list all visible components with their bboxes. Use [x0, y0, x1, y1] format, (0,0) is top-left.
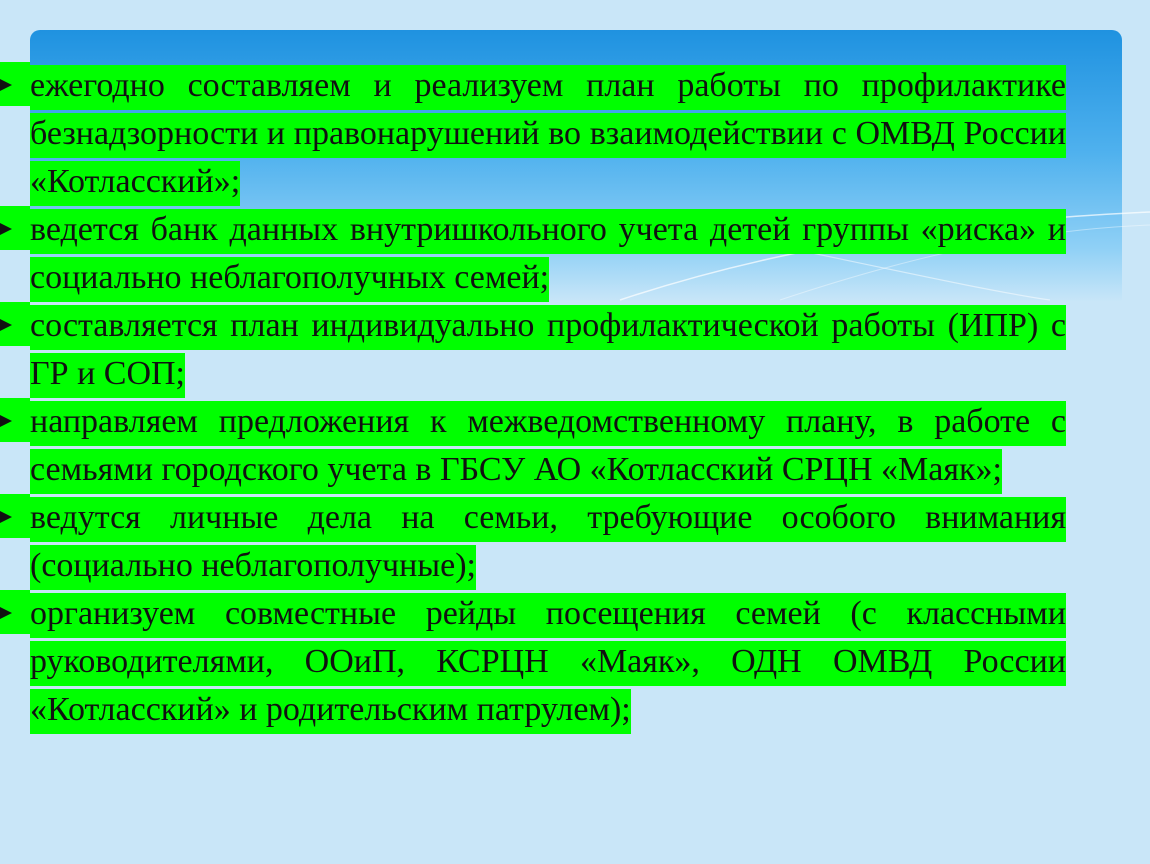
list-item-text: организуем совместные рейды посещения семей (с классными руководителями, ООиП, КСРЦН «Маяк», ОДН ОМВД России «Котласский» и родительским патрулем);: [30, 593, 1066, 734]
arrow-bullet-icon: [0, 494, 30, 542]
arrow-bullet-icon: [0, 206, 30, 254]
list-item: [0, 302, 1066, 398]
arrow-bullet-icon: [0, 398, 30, 446]
bullet-list: [0, 62, 1066, 734]
list-item: [0, 206, 1066, 302]
list-item-text: ведется банк данных внутришкольного учета детей группы «риска» и социально неблагополучных семей;: [30, 209, 1066, 302]
list-item: [0, 590, 1066, 734]
list-item-text: ежегодно составляем и реализуем план работы по профилактике безнадзорности и правонарушений во взаимодействии с ОМВД России «Котласский»;: [30, 65, 1066, 206]
arrow-bullet-icon: [0, 62, 30, 110]
list-item: [0, 62, 1066, 206]
list-item-text: составляется план индивидуально профилактической работы (ИПР) с ГР и СОП;: [30, 305, 1066, 398]
arrow-bullet-icon: [0, 302, 30, 350]
arrow-bullet-icon: [0, 590, 30, 638]
list-item-text: ведутся личные дела на семьи, требующие особого внимания (социально неблагополучные);: [30, 497, 1066, 590]
list-item-text: направляем предложения к межведомственному плану, в работе с семьями городского учета в ГБСУ АО «Котласский СРЦН «Маяк»;: [30, 401, 1066, 494]
list-item: [0, 494, 1066, 590]
list-item: [0, 398, 1066, 494]
